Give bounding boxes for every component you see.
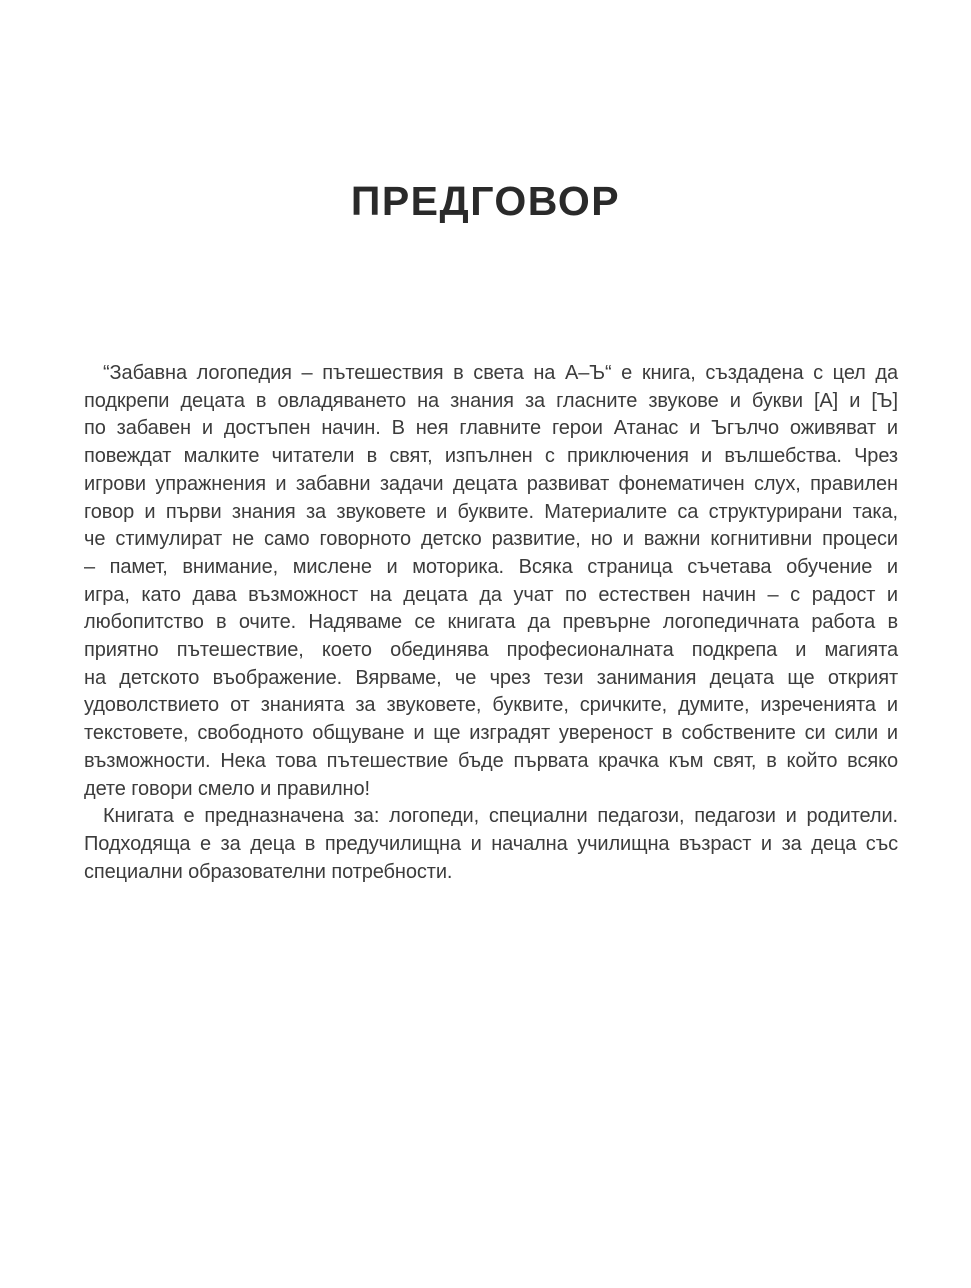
text-line: по забавен и достъпен начин. В нея главните герои Атанас и Ъгълчо оживяват и: [84, 417, 898, 440]
text-line: дете говори смело и правилно!: [84, 777, 370, 800]
text-line: текстовете, свободното общуване и ще изградят увереност в собствените си сили и: [84, 722, 898, 745]
text-line: игрови упражнения и забавни задачи децата развиват фонематичен слух, правилен: [84, 472, 898, 495]
text-line: подкрепи децата в овладяването на знания за гласните звукове и букви [А] и [Ъ]: [84, 389, 898, 412]
page-title: ПРЕДГОВОР: [350, 178, 621, 224]
text-line: “Забавна логопедия – пътешествия в света на А–Ъ“ е книга, създадена с цел да: [103, 362, 898, 384]
text-line: повеждат малките читатели в свят, изпълнен с приключения и вълшебства. Чрез: [84, 445, 898, 468]
text-line: Подходяща е за деца в предучилищна и начална училищна възраст и за деца със: [84, 832, 898, 855]
text-line: на детското въображение. Вярваме, че чрез тези занимания децата ще открият: [84, 666, 898, 689]
text-line: любопитство в очите. Надяваме се книгата да превърне логопедичната работа в: [84, 611, 898, 634]
text-line: игра, като дава възможност на децата да учат по естествен начин – с радост и: [84, 583, 898, 606]
text-line: приятно пътешествие, което обединява професионалната подкрепа и магията: [84, 639, 898, 662]
paragraph-intro: [84, 360, 898, 803]
text-line: удоволствието от знанията за звуковете, буквите, сричките, думите, изреченията и: [84, 694, 898, 717]
text-line: Книгата е предназначена за: логопеди, специални педагози, педагози и родители.: [103, 805, 898, 828]
text-line: говор и първи знания за звуковете и буквите. Материалите са структурирани така,: [84, 500, 898, 523]
text-line: специални образователни потребности.: [84, 860, 453, 883]
text-line: – памет, внимание, мислене и моторика. Всяка страница съчетава обучение и: [84, 555, 898, 578]
preface-text: [84, 360, 898, 886]
paragraph-audience: [84, 803, 898, 886]
text-line: възможности. Нека това пътешествие бъде първата крачка към свят, в който всяко: [84, 749, 898, 772]
text-line: че стимулират не само говорното детско развитие, но и важни когнитивни процеси: [84, 528, 898, 551]
